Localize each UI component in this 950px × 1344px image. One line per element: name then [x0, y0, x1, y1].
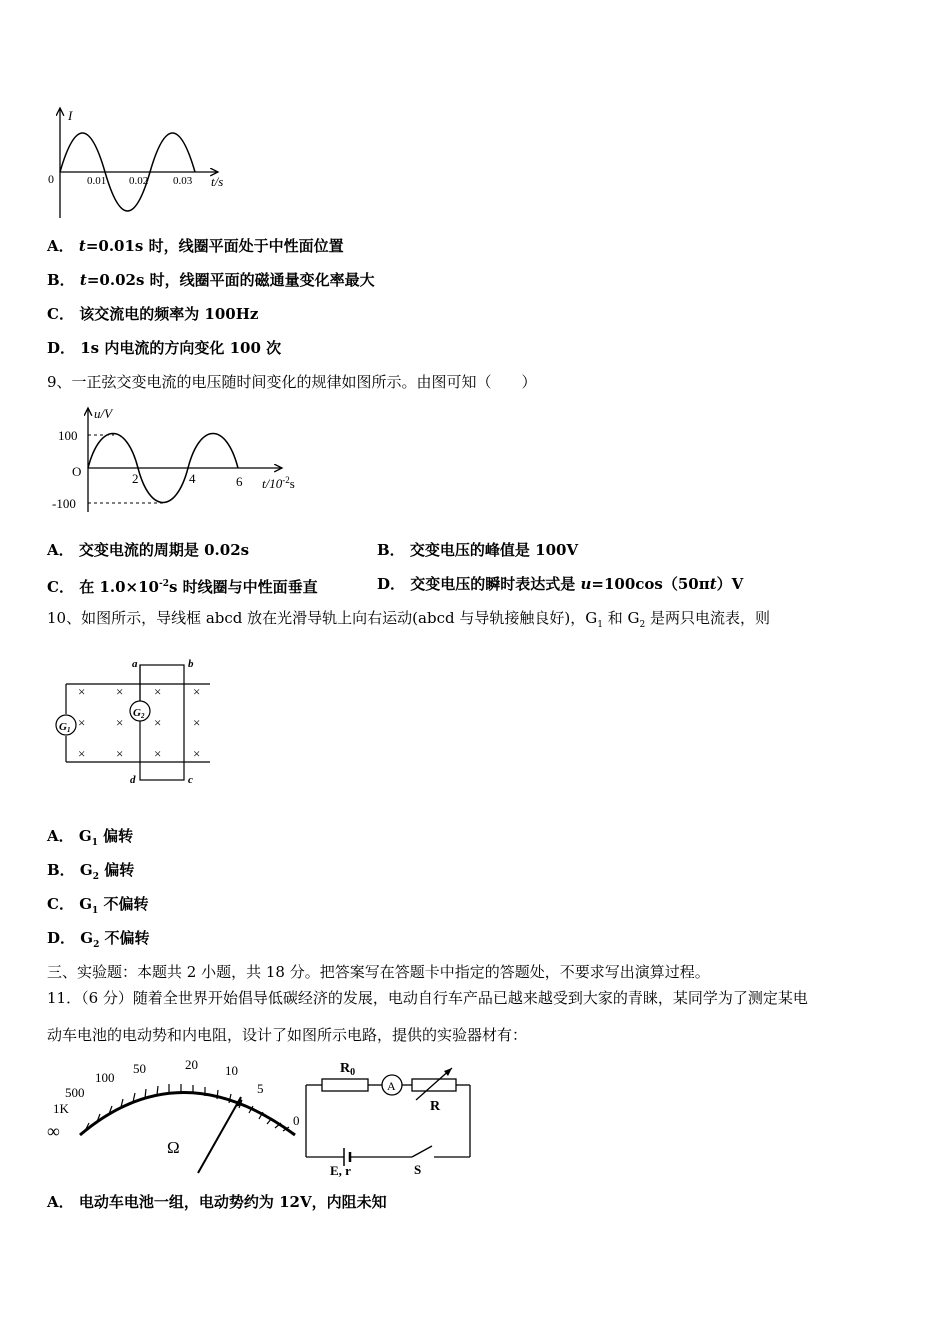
g1-label: G1	[59, 721, 71, 734]
resistor-r0	[322, 1079, 368, 1091]
ohmmeter-scale	[45, 1055, 310, 1180]
switch-blade	[412, 1146, 432, 1157]
x-tick-6: 6	[236, 474, 243, 489]
label-5: 5	[257, 1081, 264, 1096]
svg-text:×: ×	[116, 715, 124, 730]
r0-label: $R_0$	[340, 1061, 356, 1078]
q8-option-b: B． t=0.02s 时，线圈平面的磁通量变化率最大	[47, 271, 375, 289]
tick-2: 0.02	[129, 175, 149, 187]
q9-stem: 9、一正弦交变电流的电压随时间变化的规律如图所示。由图可知（ ）	[47, 373, 537, 391]
label-0: 0	[293, 1113, 300, 1128]
svg-text:×: ×	[154, 746, 162, 761]
q8-option-c: C． 该交流电的频率为 100Hz	[47, 305, 259, 323]
voltage-time-graph	[50, 400, 320, 520]
label-10: 10	[225, 1063, 238, 1078]
svg-text:×: ×	[78, 746, 86, 761]
g2-label: G2	[133, 707, 145, 720]
label-d: d	[130, 774, 136, 785]
q11-line-1: 11．（6 分）随着全世界开始倡导低碳经济的发展，电动自行车产品已越来越受到大家的青睐，某同学为了测定某电	[47, 989, 808, 1007]
y-label: I	[68, 108, 73, 123]
label-infinity: ∞	[47, 1121, 60, 1141]
svg-text:×: ×	[78, 715, 86, 730]
svg-text:×: ×	[154, 715, 162, 730]
label-20: 20	[185, 1057, 198, 1072]
experiment-circuit	[300, 1052, 480, 1177]
x-label: $t/10^{-2}s$	[262, 475, 295, 491]
current-time-graph	[40, 100, 240, 225]
y-tick-100: 100	[58, 428, 78, 443]
pointer-needle	[198, 1097, 241, 1173]
svg-text:×: ×	[193, 715, 201, 730]
magnetic-field-crosses	[78, 684, 200, 761]
label-50: 50	[133, 1061, 146, 1076]
ohm-unit: Ω	[167, 1138, 180, 1157]
q9-option-b: B． 交变电压的峰值是 100V	[377, 541, 579, 559]
q10-stem: 10、如图所示，导线框 abcd 放在光滑导轨上向右运动(abcd 与导轨接触良好)，$G_1$ 和 $G_2$ 是两只电流表，则	[47, 609, 770, 630]
svg-text:×: ×	[154, 684, 162, 699]
svg-text:×: ×	[78, 684, 86, 699]
x-tick-2: 2	[132, 471, 139, 486]
battery-label: E, r	[330, 1163, 351, 1177]
tick-3: 0.03	[173, 175, 193, 187]
label-100: 100	[95, 1070, 115, 1085]
y-tick-neg100: -100	[52, 496, 76, 511]
svg-text:×: ×	[116, 684, 124, 699]
svg-text:×: ×	[193, 746, 201, 761]
tick-1: 0.01	[87, 175, 107, 187]
q9-option-d: D． 交变电压的瞬时表达式是 u=100cos（50πt）V	[377, 575, 744, 593]
section-3-heading: 三、实验题：本题共 2 小题，共 18 分。把答案写在答题卡中指定的答题处，不要求写出演算过程。	[47, 963, 710, 981]
x-label: t/s	[211, 174, 224, 189]
q9-option-a: A． 交变电流的周期是 0.02s	[47, 541, 250, 559]
svg-text:×: ×	[116, 746, 124, 761]
q8-option-d: D． 1s 内电流的方向变化 100 次	[47, 339, 282, 357]
rheostat-r	[412, 1079, 456, 1091]
label-c: c	[188, 774, 193, 785]
y-tick-origin: O	[72, 464, 82, 479]
label-500: 500	[65, 1085, 85, 1100]
origin-label: 0	[48, 172, 54, 186]
q8-option-a: A． t=0.01s 时，线圈平面处于中性面位置	[47, 237, 344, 255]
r-label: R	[430, 1099, 441, 1114]
q10-option-a: A． $G_1$ 偏转	[47, 827, 134, 848]
q9-option-c: C． 在 $1.0\times 10^{-2}s$ 时线圈与中性面垂直	[47, 578, 318, 596]
switch-label: S	[414, 1162, 422, 1177]
label-1k: 1K	[53, 1101, 69, 1116]
conductor-frame-diagram	[50, 655, 220, 785]
y-label: u/V	[94, 406, 113, 421]
frame-abcd	[140, 665, 184, 780]
q10-option-d: D． $G_2$ 不偏转	[47, 929, 150, 950]
ammeter-label: A	[387, 1079, 396, 1093]
q10-option-c: C． $G_1$ 不偏转	[47, 895, 149, 916]
scale-arc	[80, 1093, 295, 1136]
q11-line-2: 动车电池的电动势和内电阻，设计了如图所示电路，提供的实验器材有：	[47, 1026, 528, 1044]
label-a: a	[132, 658, 138, 670]
q10-option-b: B． $G_2$ 偏转	[47, 861, 135, 882]
label-b: b	[188, 658, 194, 670]
q11-option-a: A． 电动车电池一组，电动势约为 12V，内阻未知	[47, 1193, 387, 1211]
x-tick-4: 4	[189, 471, 196, 486]
svg-text:×: ×	[193, 684, 201, 699]
